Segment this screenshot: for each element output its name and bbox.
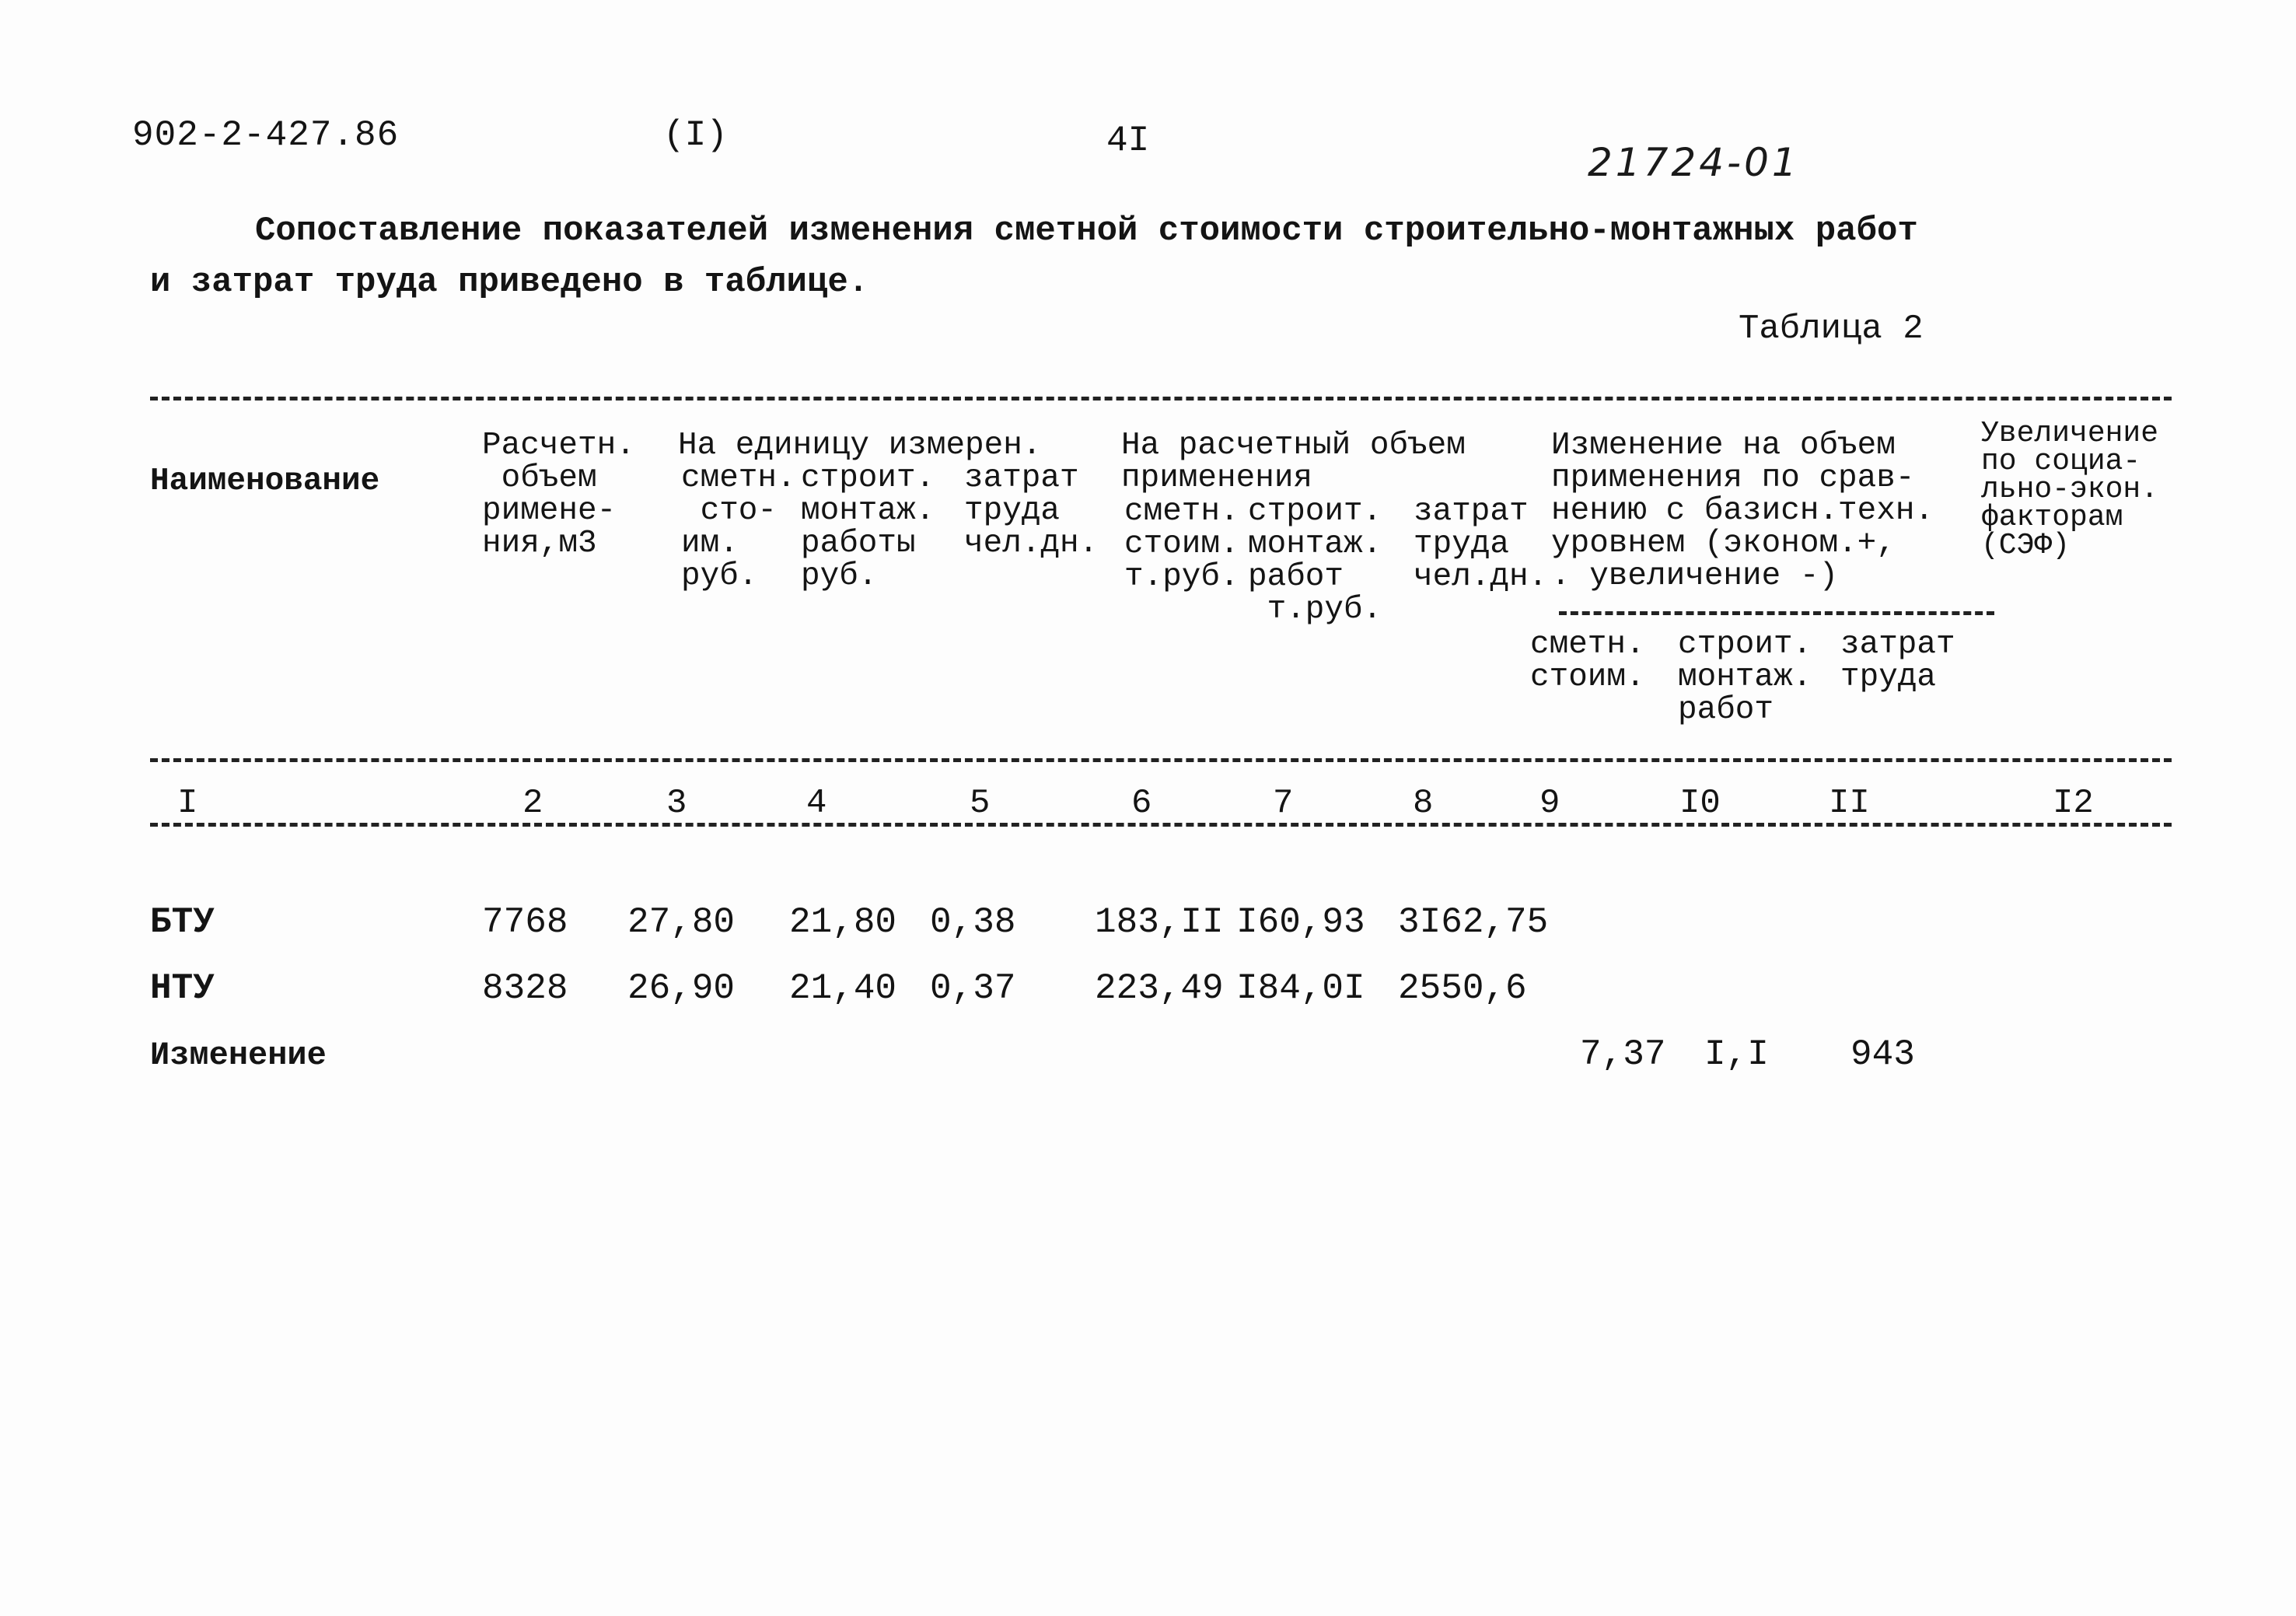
col-number-1: I xyxy=(177,784,198,823)
header-calc-cost: сметн. стоим. т.руб. xyxy=(1124,494,1239,595)
document-code: 902-2-427.86 xyxy=(132,115,400,156)
header-per-unit-labor: затрат труда чел.дн. xyxy=(964,460,1099,561)
row-2-calc-cost: 223,49 xyxy=(1095,968,1224,1009)
row-1-volume: 7768 xyxy=(482,902,568,943)
row-2-volume: 8328 xyxy=(482,968,568,1009)
col-number-9: 9 xyxy=(1539,784,1560,823)
row-1-calc-smr: I60,93 xyxy=(1236,902,1365,943)
row-1-unit-cost: 27,80 xyxy=(627,902,736,943)
header-calc-smr: строит. монтаж. работ т.руб. xyxy=(1248,494,1382,628)
intro-line-1: Сопоставление показателей изменения сметной стоимости строительно-монтажных работ xyxy=(255,212,1918,250)
col-number-7: 7 xyxy=(1273,784,1294,823)
col-number-11: II xyxy=(1829,784,1870,823)
handwritten-stamp-number: 21724-01 xyxy=(1588,140,1800,185)
col-number-8: 8 xyxy=(1413,784,1434,823)
subheader-rule xyxy=(1559,611,1994,615)
col-number-3: 3 xyxy=(666,784,687,823)
header-change-smr: строит. монтаж. работ xyxy=(1678,627,1812,728)
row-2-unit-labor: 0,37 xyxy=(930,968,1016,1009)
row-2-name: НТУ xyxy=(150,968,215,1009)
col-number-5: 5 xyxy=(970,784,991,823)
row-1-name: БТУ xyxy=(150,902,215,943)
row-2-calc-smr: I84,0I xyxy=(1236,968,1365,1009)
header-volume: Расчетн. объем римене- ния,м3 xyxy=(482,428,635,561)
header-per-unit-group: На единицу измерен. xyxy=(678,428,1042,463)
header-calc-labor: затрат труда чел.дн. xyxy=(1414,494,1548,595)
header-change-cost: сметн. стоим. xyxy=(1530,627,1645,695)
header-per-unit-cost: сметн. сто- им. руб. xyxy=(681,460,796,594)
intro-line-2: и затрат труда приведено в таблице. xyxy=(150,263,869,302)
row-1-unit-smr: 21,80 xyxy=(789,902,897,943)
table-label: Таблица 2 xyxy=(1739,310,1924,348)
change-row-smr: I,I xyxy=(1704,1034,1769,1075)
row-1-calc-cost: 183,II xyxy=(1095,902,1224,943)
change-row-labor: 943 xyxy=(1850,1034,1915,1075)
row-2-unit-cost: 26,90 xyxy=(627,968,736,1009)
section-number: (I) xyxy=(663,115,728,156)
row-1-unit-labor: 0,38 xyxy=(930,902,1016,943)
header-bottom-rule xyxy=(150,758,2172,762)
header-sef: Увеличение по социа- льно-экон. факторам (СЭФ) xyxy=(1981,417,2159,562)
row-1-calc-labor: 3I62,75 xyxy=(1398,902,1549,943)
header-change-group: Изменение на объем применения по срав- нению с базисн.техн. уровнем (эконом.+, . увеличение -) xyxy=(1551,428,1934,594)
intro-paragraph xyxy=(150,205,2016,308)
header-per-unit-smr: строит. монтаж. работы руб. xyxy=(801,460,935,594)
col-number-10: I0 xyxy=(1679,784,1721,823)
col-number-12: I2 xyxy=(2053,784,2094,823)
col-number-2: 2 xyxy=(522,784,543,823)
table-top-rule xyxy=(150,397,2172,401)
change-row-cost: 7,37 xyxy=(1580,1034,1666,1075)
col-number-6: 6 xyxy=(1131,784,1152,823)
header-change-labor: затрат труда xyxy=(1840,627,1955,695)
change-row-name: Изменение xyxy=(150,1037,327,1074)
numbers-bottom-rule xyxy=(150,823,2172,827)
row-2-calc-labor: 2550,6 xyxy=(1398,968,1527,1009)
row-2-unit-smr: 21,40 xyxy=(789,968,897,1009)
col-number-4: 4 xyxy=(806,784,827,823)
header-calc-group: На расчетный объем применения xyxy=(1121,428,1466,496)
header-name: Наименование xyxy=(150,463,380,499)
page-number: 4I xyxy=(1106,121,1150,161)
